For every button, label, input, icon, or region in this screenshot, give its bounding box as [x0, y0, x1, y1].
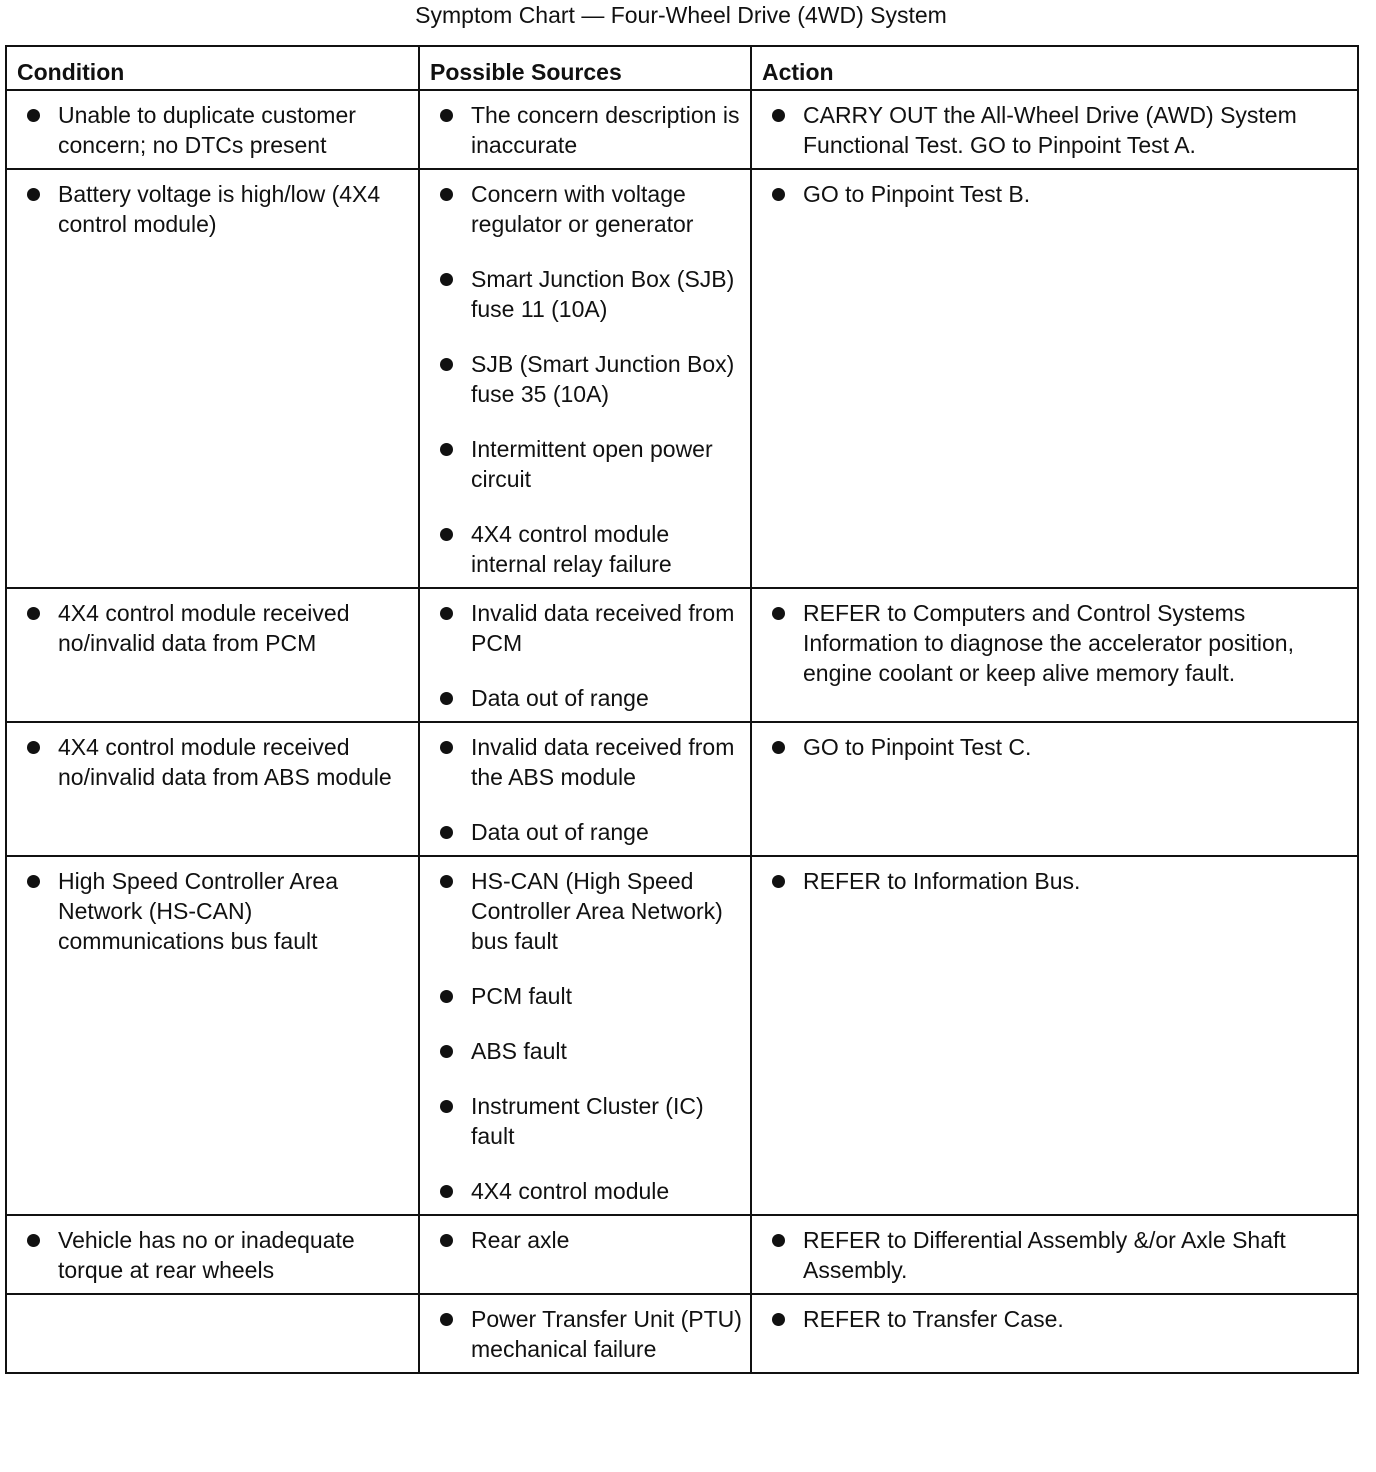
condition-cell — [6, 722, 419, 856]
table-row — [6, 1215, 1358, 1294]
header-condition: Condition — [6, 46, 419, 90]
possible-sources-cell — [419, 1294, 751, 1373]
bullet-item — [440, 1225, 742, 1255]
bullet-item — [440, 866, 742, 956]
action-cell — [751, 1294, 1358, 1373]
possible-sources-cell — [419, 588, 751, 722]
bullet-dot-icon — [27, 741, 40, 754]
bullet-text: ABS fault — [471, 1038, 567, 1064]
bullet-dot-icon — [440, 109, 453, 122]
bullet-item — [440, 179, 742, 239]
bullet-dot-icon — [440, 875, 453, 888]
action-cell — [751, 1215, 1358, 1294]
action-cell — [751, 856, 1358, 1215]
bullet-item — [772, 100, 1349, 160]
bullet-text: Battery voltage is high/low (4X4 control module) — [58, 181, 381, 237]
table-row — [6, 722, 1358, 856]
condition-cell — [6, 169, 419, 588]
bullet-text: Vehicle has no or inadequate torque at rear wheels — [58, 1227, 355, 1283]
bullet-item — [440, 434, 742, 494]
bullet-dot-icon — [440, 1313, 453, 1326]
bullet-item — [27, 866, 410, 956]
table-row — [6, 856, 1358, 1215]
header-possible-sources: Possible Sources — [419, 46, 751, 90]
bullet-item — [27, 179, 410, 239]
possible-sources-cell — [419, 90, 751, 169]
table-row — [6, 1294, 1358, 1373]
bullet-dot-icon — [440, 273, 453, 286]
bullet-dot-icon — [440, 188, 453, 201]
bullet-item — [772, 866, 1349, 896]
table-body — [6, 90, 1358, 1373]
bullet-item — [27, 100, 410, 160]
bullet-text: Rear axle — [471, 1227, 570, 1253]
bullet-dot-icon — [772, 188, 785, 201]
bullet-text: Data out of range — [471, 819, 649, 845]
bullet-dot-icon — [772, 1234, 785, 1247]
bullet-item — [772, 598, 1349, 688]
header-action: Action — [751, 46, 1358, 90]
bullet-dot-icon — [440, 358, 453, 371]
bullet-dot-icon — [27, 607, 40, 620]
condition-cell — [6, 90, 419, 169]
bullet-dot-icon — [27, 1234, 40, 1247]
bullet-dot-icon — [772, 875, 785, 888]
bullet-text: SJB (Smart Junction Box) fuse 35 (10A) — [471, 351, 735, 407]
bullet-dot-icon — [440, 741, 453, 754]
bullet-text: Unable to duplicate customer concern; no DTCs present — [58, 102, 356, 158]
bullet-dot-icon — [440, 607, 453, 620]
table-row — [6, 90, 1358, 169]
bullet-text: REFER to Differential Assembly &/or Axle Shaft Assembly. — [803, 1227, 1286, 1283]
bullet-item — [440, 519, 742, 579]
bullet-dot-icon — [440, 1100, 453, 1113]
bullet-text: PCM fault — [471, 983, 572, 1009]
bullet-dot-icon — [440, 1185, 453, 1198]
bullet-dot-icon — [27, 109, 40, 122]
chart-title: Symptom Chart — Four-Wheel Drive (4WD) System — [415, 2, 947, 28]
bullet-text: Smart Junction Box (SJB) fuse 11 (10A) — [471, 266, 735, 322]
bullet-text: GO to Pinpoint Test C. — [803, 734, 1032, 760]
bullet-text: 4X4 control module received no/invalid data from ABS module — [58, 734, 392, 790]
bullet-item — [440, 598, 742, 658]
bullet-text: REFER to Information Bus. — [803, 868, 1081, 894]
bullet-dot-icon — [440, 528, 453, 541]
bullet-dot-icon — [440, 990, 453, 1003]
possible-sources-cell — [419, 856, 751, 1215]
bullet-dot-icon — [772, 741, 785, 754]
bullet-text: Instrument Cluster (IC) fault — [471, 1093, 704, 1149]
action-cell — [751, 722, 1358, 856]
bullet-text: 4X4 control module received no/invalid data from PCM — [58, 600, 350, 656]
bullet-text: 4X4 control module — [471, 1178, 670, 1204]
bullet-dot-icon — [440, 443, 453, 456]
bullet-item — [27, 598, 410, 658]
bullet-item — [440, 264, 742, 324]
bullet-dot-icon — [772, 1313, 785, 1326]
bullet-item — [440, 1304, 742, 1364]
bullet-dot-icon — [440, 1234, 453, 1247]
possible-sources-cell — [419, 169, 751, 588]
possible-sources-cell — [419, 1215, 751, 1294]
bullet-item — [772, 1304, 1349, 1334]
bullet-item — [440, 1176, 742, 1206]
condition-cell — [6, 856, 419, 1215]
bullet-text: Intermittent open power circuit — [471, 436, 713, 492]
header-row — [6, 46, 1358, 90]
bullet-text: Data out of range — [471, 685, 649, 711]
bullet-item — [440, 981, 742, 1011]
bullet-text: Concern with voltage regulator or generator — [471, 181, 694, 237]
possible-sources-cell — [419, 722, 751, 856]
table-row — [6, 588, 1358, 722]
bullet-dot-icon — [27, 875, 40, 888]
bullet-dot-icon — [440, 1045, 453, 1058]
symptom-table — [5, 45, 1359, 1374]
condition-cell — [6, 1294, 419, 1373]
bullet-item — [772, 732, 1349, 762]
bullet-text: HS-CAN (High Speed Controller Area Network) bus fault — [471, 868, 723, 954]
condition-cell — [6, 588, 419, 722]
bullet-dot-icon — [772, 109, 785, 122]
bullet-text: Invalid data received from the ABS module — [471, 734, 735, 790]
action-cell — [751, 90, 1358, 169]
bullet-item — [772, 179, 1349, 209]
bullet-item — [440, 732, 742, 792]
bullet-text: Power Transfer Unit (PTU) mechanical failure — [471, 1306, 742, 1362]
table-row — [6, 169, 1358, 588]
action-cell — [751, 169, 1358, 588]
bullet-item — [440, 1036, 742, 1066]
bullet-text: 4X4 control module internal relay failure — [471, 521, 672, 577]
bullet-dot-icon — [440, 692, 453, 705]
bullet-dot-icon — [772, 607, 785, 620]
bullet-text: REFER to Computers and Control Systems Information to diagnose the accelerator position, engine coolant or keep alive memory fault. — [803, 600, 1294, 686]
bullet-item — [440, 100, 742, 160]
bullet-dot-icon — [440, 826, 453, 839]
bullet-text: GO to Pinpoint Test B. — [803, 181, 1031, 207]
bullet-item — [440, 1091, 742, 1151]
bullet-dot-icon — [27, 188, 40, 201]
action-cell — [751, 588, 1358, 722]
bullet-item — [440, 683, 742, 713]
bullet-item — [27, 1225, 410, 1285]
bullet-text: Invalid data received from PCM — [471, 600, 735, 656]
bullet-text: High Speed Controller Area Network (HS-CAN) communications bus fault — [58, 868, 338, 954]
bullet-item — [27, 732, 410, 792]
bullet-text: The concern description is inaccurate — [471, 102, 740, 158]
bullet-text: REFER to Transfer Case. — [803, 1306, 1064, 1332]
bullet-item — [440, 817, 742, 847]
condition-cell — [6, 1215, 419, 1294]
bullet-item — [440, 349, 742, 409]
bullet-text: CARRY OUT the All-Wheel Drive (AWD) System Functional Test. GO to Pinpoint Test A. — [803, 102, 1297, 158]
bullet-item — [772, 1225, 1349, 1285]
